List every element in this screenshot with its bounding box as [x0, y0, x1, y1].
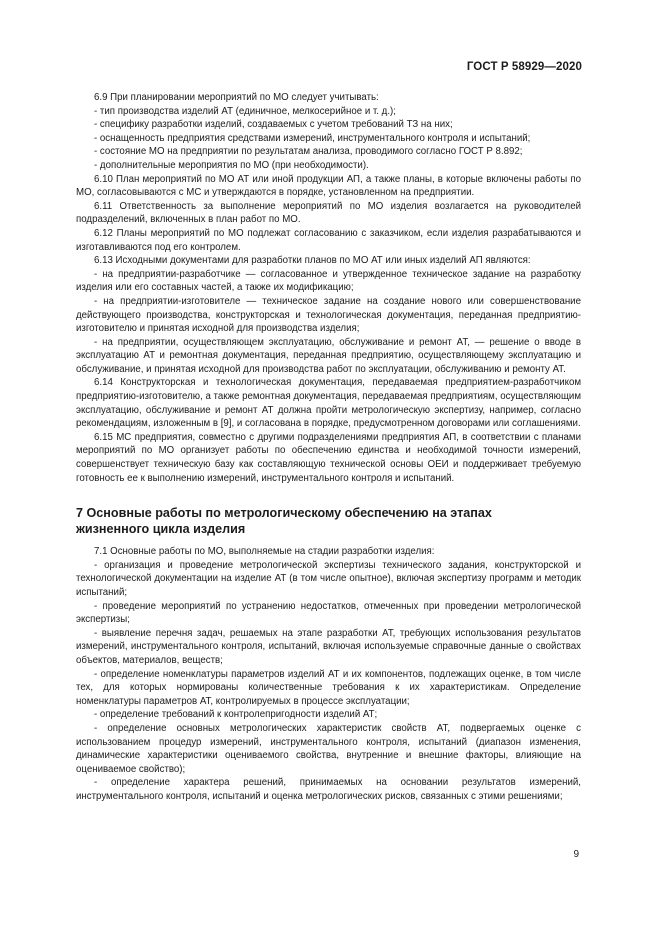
paragraph: 6.15 МС предприятия, совместно с другими подразделениями предприятия АП, в соответствии с планами мероприятий по МО организует работы по обеспечению единства и необходимой точности измерений, совершенствует техническую базу как составляющую технической основы ОЕИ и поддерживает требуемую готовность ее к выполнению измерений, инструментального контроля и испытаний. — [76, 431, 581, 484]
paragraph: 6.13 Исходными документами для разработки планов по МО АТ или иных изделий АП являются: — [94, 255, 531, 267]
document-body — [76, 91, 581, 804]
paragraph: 6.12 Планы мероприятий по МО подлежат согласованию с заказчиком, если изделия разрабатываются и изготавливаются под его контролем. — [76, 227, 581, 253]
paragraph: - на предприятии-изготовителе — техническое задание на создание нового или совершенствование действующего производства, конструкторская и технологическая документация, переданная предприятию-изготовителю и принятая исходной для производства изделия; — [76, 295, 581, 335]
paragraph: - определение основных метрологических характеристик свойств АТ, подвергаемых оценке с использованием процедур измерений, инструментального контроля, испытаний (диапазон изменения, динамические характеристики оцениваемого свойства, внутренние и внешние факторы, влияющие на оцениваемое свойство); — [76, 722, 581, 775]
paragraph: - на предприятии, осуществляющем эксплуатацию, обслуживание и ремонт АТ, — решение о вводе в эксплуатацию АТ и ремонтная документация, переданная предприятию, осуществляющему эксплуатацию и обслуживание, и принятая исходной для производства работ по эксплуатации, обслуживанию и ремонту АТ. — [76, 336, 581, 375]
section-6-text — [76, 91, 581, 485]
section-title-line-1: 7 Основные работы по метрологическому обеспечению на этапах — [76, 506, 492, 521]
paragraph: - организация и проведение метрологической экспертизы технического задания, конструкторской и технологической документации на изделие АТ (в том числе опытное), включая экспертизу программ и методик испытаний; — [76, 559, 581, 598]
paragraph: - состояние МО на предприятии по результатам анализа, проводимого согласно ГОСТ Р 8.892; — [94, 146, 523, 158]
paragraph: - на предприятии-разработчике — согласованное и утвержденное техническое задание на разработку изделия или его составных частей, а также их модификацию; — [76, 268, 581, 294]
page-number: 9 — [573, 849, 579, 860]
paragraph: 6.14 Конструкторская и технологическая документация, передаваемая предприятием-разработчиком предприятию-изготовителю, а также ремонтная документация, передаваемая предприятиям, осуществляющим эксплуатацию, обслуживание и ремонт АТ должна пройти метрологическую экспертизу, например, согласно рекомендациям, изложенным в [9], и согласована в порядке, предусмотренном договорами или соглашениями. — [76, 377, 581, 430]
paragraph: 6.11 Ответственность за выполнение мероприятий по МО изделия возлагается на руководителей подразделений, включенных в план работ по МО. — [76, 200, 581, 226]
paragraph: - проведение мероприятий по устранению недостатков, отмеченных при проведении метрологической экспертизы; — [76, 600, 581, 626]
section-7-text — [76, 545, 581, 803]
paragraph: - оснащенность предприятия средствами измерений, инструментального контроля и испытаний; — [94, 132, 531, 144]
document-standard-number: ГОСТ Р 58929—2020 — [466, 61, 582, 73]
paragraph: - выявление перечня задач, решаемых на этапе разработки АТ, требующих использования результатов измерений, инструментального контроля, испытаний, включая используемые справочные данные о свойствах объектов, материалов, веществ; — [76, 627, 581, 666]
paragraph: - определение требований к контролепригодности изделий АТ; — [94, 709, 378, 721]
section-7-title — [76, 505, 581, 537]
paragraph: 6.10 План мероприятий по МО АТ или иной продукции АП, а также планы, в которые включены работы по МО, согласовываются с МС и утверждаются в порядке, установленном на предприятии. — [76, 173, 581, 199]
paragraph: 6.9 При планировании мероприятий по МО следует учитывать: — [94, 92, 379, 103]
paragraph: - определение характера решений, принимаемых на основании результатов измерений, инструментального контроля, испытаний и оценка метрологических рисков, связанных с этими решениями; — [76, 777, 581, 802]
section-title-line-2: жизненного цикла изделия — [76, 522, 246, 537]
paragraph: - тип производства изделий АТ (единичное, мелкосерийное и т. д.); — [94, 105, 396, 117]
paragraph: - дополнительные мероприятия по МО (при необходимости). — [94, 159, 369, 171]
paragraph: - специфику разработки изделий, создаваемых с учетом требований ТЗ на них; — [94, 119, 453, 131]
paragraph: - определение номенклатуры параметров изделий АТ и их компонентов, подлежащих оценке, в том числе тех, для которых нормированы количественные требования к их характеристикам. Определение номенклатуры параметров АТ, контролируемых в процессе эксплуатации; — [76, 668, 581, 707]
paragraph: 7.1 Основные работы по МО, выполняемые на стадии разработки изделия: — [94, 546, 435, 558]
